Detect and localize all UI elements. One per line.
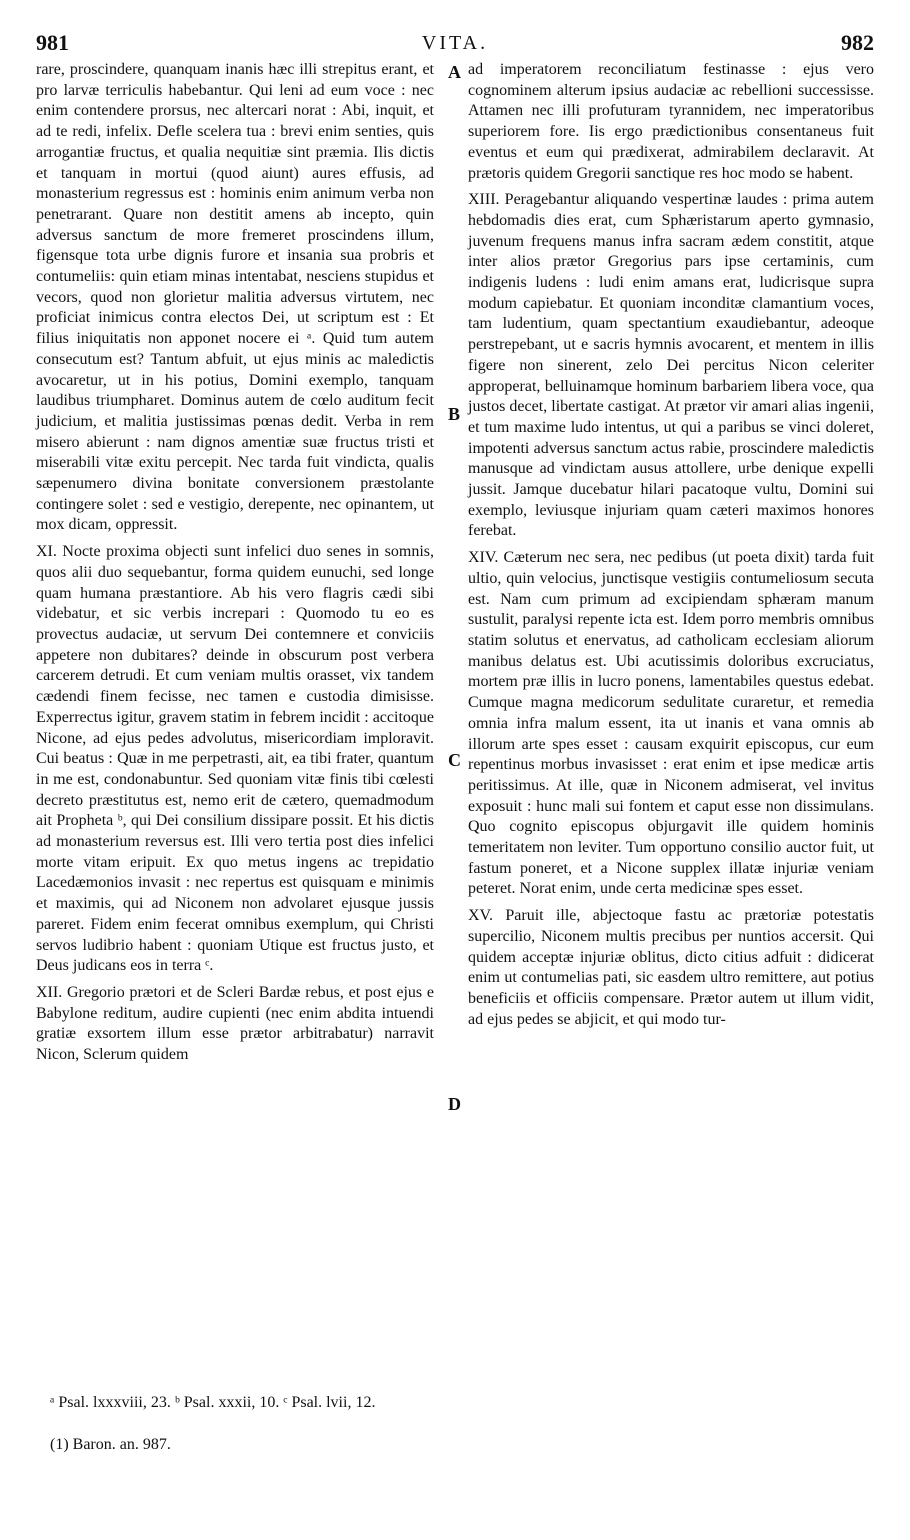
paragraph: ad imperatorem reconciliatum festinasse : ejus vero cognominem alterum ipsius audaciæ ac rebellioni successisse. Attamen nec illi profuturam tyrannidem, nec imperatoribus superiorem fore. Iis ergo prædictionibus consentaneus fuit eventus et eum qui prædixerat, admirabilem declaravit. At prætoris quidem Gregorii sanctique res hoc modo se habent. (468, 61, 874, 182)
page-number-right: 982 (841, 30, 874, 55)
page-number-left: 981 (36, 30, 69, 55)
left-column (36, 60, 434, 1066)
paragraph: XV. Paruit ille, abjectoque fastu ac prætoriæ potestatis supercilio, Niconem multis precibus per nuntios accersit. Qui quidem acceptæ injuriæ oblitus, dicto citius adfuit : didicerat enim ut contumelias pati, sic easdem ultro remittere, aut potius beneficiis et officiis compensare. Prætor autem ut illum vidit, ad ejus pedes se abjicit, et qui modo tur- (468, 907, 874, 1028)
margin-letter-a: A (448, 62, 461, 82)
footnotes: ᵃ Psal. lxxxviii, 23. ᵇ Psal. xxxii, 10. ᶜ Psal. lvii, 12. (50, 1394, 376, 1411)
page-header (0, 30, 910, 56)
running-title: VITA. (421, 32, 489, 54)
paragraph: XIII. Peragebantur aliquando vespertinæ laudes : prima autem hebdomadis dies erat, cum Sphæristarum aperto gymnasio, juvenum frequens manus infra sacram ædem constitit, atque inter alios prætor Gregorius pars ipse certaminis, cum indigenis ludens : ludi enim amans erat, ludicrisque supra modum capiebatur. Et quoniam inconditæ clamantium voces, tam ludentium, quam spectantium exaudiebantur, adeoque perstrepebant, ut e sacris hymnis avocarent, et mentem in illis figere non sinerent, zelo Dei percitus Nicon celeriter approperat, belluinamque hominum barbariem libera voce, qua justos decet, libertate castigat. At prætor vir amari alias ingenii, et tum maxime ludo intentus, ut qui a paribus se vinci doleret, impotenti adversus sanctum actus rabie, proscindere maledictis manusque ad vindictam ausus attollere, urbe denique expelli jussit. Jamque ducebatur hilari pacatoque vultu, Domini sui exemplo, leviusque injuriam quam cæteri maximos honores ferebat. (468, 191, 874, 540)
paragraph: XI. Nocte proxima objecti sunt infelici duo senes in somnis, quos alii duo sequebantur, forma quidem eunuchi, sed longe quam humana præstantiore. Ab his vero flagris cædi sibi videbatur, et sic verbis increpari : Quomodo tu eo es provectus audaciæ, ut servum Dei contemnere et conviciis appetere non dubitares? deinde in obscurum post verbera carcerem detrudi. Et cum veniam multis orasset, vix tandem cædendi finem fecisse, nec tamen e custodia dimisisse. Experrectus igitur, gravem statim in febrem incidit : accitoque Nicone, ad ejus pedes advolutus, misericordiam imploravit. Cui beatus : Quæ in me perpetrasti, ait, ea tibi frater, quantum in me est, condonabuntur. Sed quoniam vitæ finis tibi cœlesti decreto præstitutus est, nemo erit de cætero, quemadmodum ait Propheta ᵇ, qui Dei consilium dissipare possit. Et his dictis ad monasterium reversus est. Illi vero tertia post dies infelici morte vitam eripuit. Ex quo metus ingens ac trepidatio Lacedæmonios invasit : nec repertus est quisquam e minimis et maximis, qui ad Niconem non advolaret ejusque jussis pareret. Fidem enim fecerat omnibus exemplum, qui Christi servos ludibrio habent : quoniam Utique est fructus justo, et Deus judicans eos in terra ᶜ. (36, 543, 434, 975)
margin-letter-b: B (448, 404, 461, 424)
paragraph: XIV. Cæterum nec sera, nec pedibus (ut poeta dixit) tarda fuit ultio, quin velocius, junctisque vestigiis contumeliosum secuta est. Nam cum primum ad excipiendam sphæram manum sustulit, paralysi repente icta est. Idem porro membris omnibus statim solutus et enervatus, ad catholicam ecclesiam aliorum manibus delatus est. Ubi acutissimis doloribus excruciatus, mortem præ illis in lucro ponens, lamentabiles questus edebat. Cumque magna medicorum sedulitate curaretur, et remedia omnia infra malum essent, ita ut inanis et vana omnis ab illorum arte spes esset : causam exquirit episcopus, cur eum repentinus morbus invasisset : erat enim et ipse medicæ artis peritissimus. At ille, quæ in Niconem admiserat, vel invitus exposuit : hunc mali sui fontem et caput esse non dissimulans. Quo cognito episcopus objurgavit ille quidem hominis temeritatem non leviter. Tum opportuno consilio auctor fuit, ut fastum poneret, et a Nicone supplex illatæ injuriæ veniam peteret. Norat enim, unde certa medicinæ spes esset. (468, 549, 874, 898)
margin-letter-c: C (448, 750, 461, 770)
right-column (468, 60, 874, 1030)
footnote-reference: (1) Baron. an. 987. (50, 1436, 171, 1453)
paragraph: rare, proscindere, quanquam inanis hæc illi strepitus erant, et pro larvæ terriculis habebantur. Qui leni ad eum voce : nec enim contendere prorsus, nec altercari norat : Abi, inquit, et ad te redi, infelix. Defle scelera tua : brevi enim senties, quis arrogantiæ fructus, et qualia nequitiæ sint præmia. Ilis dictis et tanquam in mortui (quod aiunt) aures effusis, ad monasterium regressus est : hominis enim animum verba non penetrarant. Quare non destitit amens ab incepto, quin adversus sanctum de more fremeret proscindens illum, figensque tota urbe dignis furore et insania sua probris et contumeliis: quin etiam minas intentabat, nesciens stupidus et vecors, quod non glorietur malitia adversus virtutem, nec proficiat inimicus contra electos Dei, ut scriptum est : Et filius iniquitatis non apponet nocere ei ᵃ. Quid tum autem consecutum est? Tantum abfuit, ut ejus minis ac maledictis avocaretur, ut in his potius, Domini exemplo, tanquam laudibus triumpharet. Dominus autem de cœlo auditum fecit judicium, et malitia justissimas pœnas dedit. Verba in rem misero abierunt : nam dignos amentiæ suæ fructus tristi et miserabili vitæ exitu percepit. Nec tarda fuit vindicta, qualis sæpenumero divina bonitate conversionem præstolante contingere solet : sed e vestigio, derepente, nec opinantem, ut mox dicam, oppressit. (36, 61, 434, 534)
margin-letter-d: D (448, 1094, 461, 1114)
paragraph: XII. Gregorio prætori et de Scleri Bardæ rebus, et post ejus e Babylone reditum, audire cupienti (nec enim abdita intuendi gratiæ exsortem illum esse prætor arbitrabatur) narravit Nicon, Sclerum quidem (36, 983, 434, 1064)
